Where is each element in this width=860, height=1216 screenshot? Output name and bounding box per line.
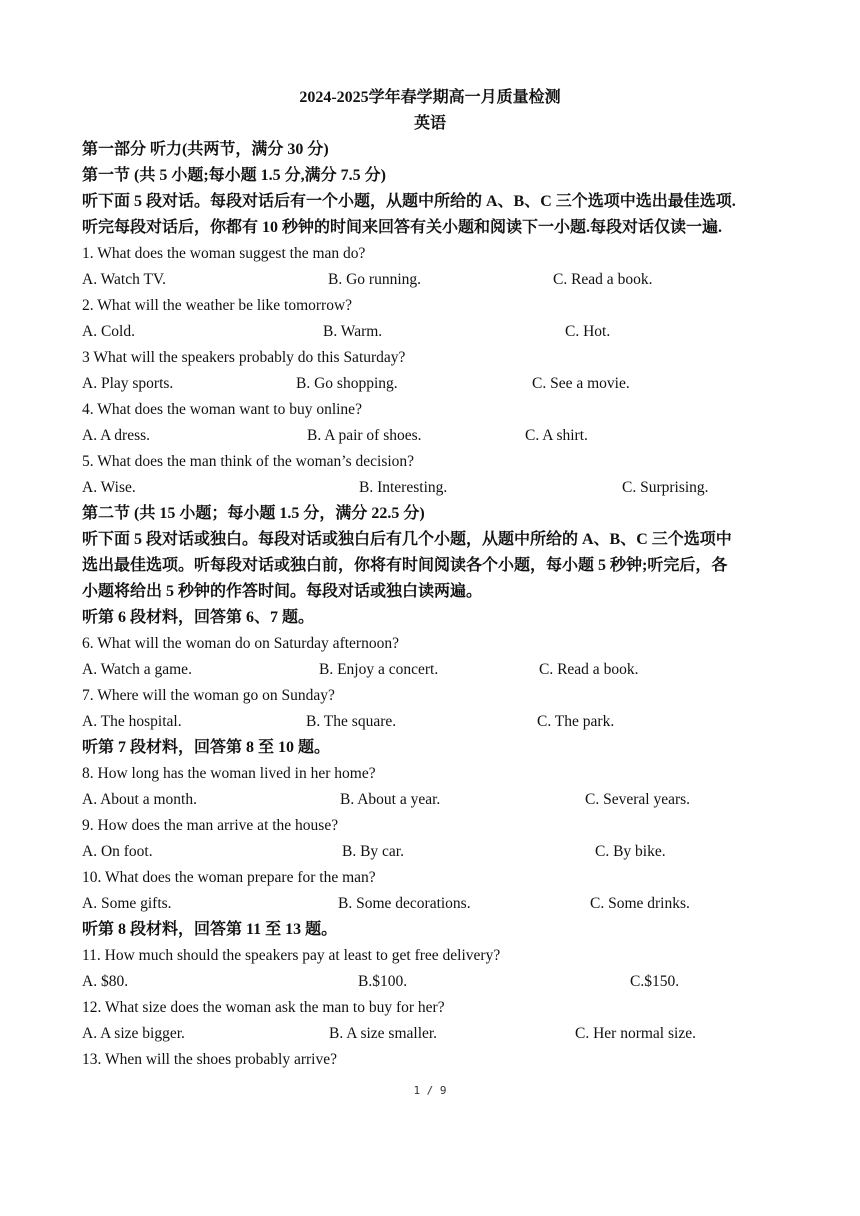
q12-option-a: A. A size bigger. — [82, 1025, 185, 1042]
question-3: 3 What will the speakers probably do this Saturday? — [82, 349, 406, 366]
q11-option-b: B.$100. — [358, 973, 408, 990]
question-2: 2. What will the weather be like tomorrow? — [82, 297, 353, 314]
page-number: 1 / 9 — [413, 1084, 447, 1097]
q8-option-c: C. Several years. — [585, 791, 691, 808]
q10-option-c: C. Some drinks. — [590, 895, 690, 912]
question-9: 9. How does the man arrive at the house? — [82, 817, 339, 834]
q6-option-c: C. Read a book. — [539, 661, 639, 678]
section2-heading: 第二节 (共 15 小题；每小题 1.5 分，满分 22.5 分) — [82, 505, 425, 522]
q1-option-b: B. Go running. — [328, 271, 421, 288]
question-12: 12. What size does the woman ask the man to buy for her? — [82, 999, 445, 1016]
q4-option-a: A. A dress. — [82, 427, 151, 444]
question-4: 4. What does the woman want to buy online? — [82, 401, 362, 418]
q5-option-c: C. Surprising. — [622, 479, 709, 496]
q8-option-b: B. About a year. — [340, 791, 441, 808]
q8-option-a: A. About a month. — [82, 791, 197, 808]
question-8: 8. How long has the woman lived in her home? — [82, 765, 376, 782]
q3-option-a: A. Play sports. — [82, 375, 174, 392]
q6-option-a: A. Watch a game. — [82, 661, 192, 678]
q3-option-c: C. See a movie. — [532, 375, 630, 392]
q12-option-b: B. A size smaller. — [329, 1025, 438, 1042]
question-11: 11. How much should the speakers pay at least to get free delivery? — [82, 947, 501, 964]
question-1: 1. What does the woman suggest the man do? — [82, 245, 366, 262]
section2-instruction-1: 听下面 5 段对话或独白。每段对话或独白后有几个小题，从题中所给的 A、B、C 三个选项中 — [82, 531, 732, 548]
q5-option-b: B. Interesting. — [359, 479, 448, 496]
question-6: 6. What will the woman do on Saturday afternoon? — [82, 635, 399, 652]
q11-option-a: A. $80. — [82, 973, 129, 990]
q1-option-a: A. Watch TV. — [82, 271, 167, 288]
q2-option-c: C. Hot. — [565, 323, 611, 340]
q7-option-c: C. The park. — [537, 713, 615, 730]
q11-option-c: C.$150. — [630, 973, 680, 990]
material-7-heading: 听第 7 段材料，回答第 8 至 10 题。 — [82, 739, 331, 756]
exam-subject: 英语 — [413, 115, 446, 132]
material-6-heading: 听第 6 段材料，回答第 6、7 题。 — [82, 609, 315, 626]
section2-instruction-2: 选出最佳选项。听每段对话或独白前，你将有时间阅读各个小题，每小题 5 秒钟;听完后，各 — [82, 557, 728, 574]
question-7: 7. Where will the woman go on Sunday? — [82, 687, 335, 704]
section1-heading: 第一节 (共 5 小题;每小题 1.5 分,满分 7.5 分) — [82, 167, 386, 184]
q2-option-b: B. Warm. — [323, 323, 383, 340]
q2-option-a: A. Cold. — [82, 323, 135, 340]
question-10: 10. What does the woman prepare for the man? — [82, 869, 376, 886]
q3-option-b: B. Go shopping. — [296, 375, 398, 392]
q6-option-b: B. Enjoy a concert. — [319, 661, 439, 678]
q4-option-b: B. A pair of shoes. — [307, 427, 422, 444]
q9-option-a: A. On foot. — [82, 843, 153, 860]
question-5: 5. What does the man think of the woman’s decision? — [82, 453, 415, 470]
q9-option-b: B. By car. — [342, 843, 404, 860]
q7-option-b: B. The square. — [306, 713, 397, 730]
section1-instruction-1: 听下面 5 段对话。每段对话后有一个小题，从题中所给的 A、B、C 三个选项中选出最佳选项. — [82, 193, 736, 210]
q9-option-c: C. By bike. — [595, 843, 666, 860]
material-8-heading: 听第 8 段材料，回答第 11 至 13 题。 — [82, 921, 338, 938]
q10-option-a: A. Some gifts. — [82, 895, 172, 912]
exam-title: 2024-2025学年春学期高一月质量检测 — [299, 89, 561, 106]
section2-instruction-3: 小题将给出 5 秒钟的作答时间。每段对话或独白读两遍。 — [82, 583, 483, 600]
q4-option-c: C. A shirt. — [525, 427, 588, 444]
q5-option-a: A. Wise. — [82, 479, 136, 496]
q1-option-c: C. Read a book. — [553, 271, 653, 288]
question-13: 13. When will the shoes probably arrive? — [82, 1051, 337, 1068]
q7-option-a: A. The hospital. — [82, 713, 182, 730]
section1-instruction-2: 听完每段对话后，你都有 10 秒钟的时间来回答有关小题和阅读下一小题.每段对话仅读一遍. — [82, 219, 723, 236]
part1-heading: 第一部分 听力(共两节，满分 30 分) — [82, 141, 329, 158]
q12-option-c: C. Her normal size. — [575, 1025, 696, 1042]
q10-option-b: B. Some decorations. — [338, 895, 471, 912]
